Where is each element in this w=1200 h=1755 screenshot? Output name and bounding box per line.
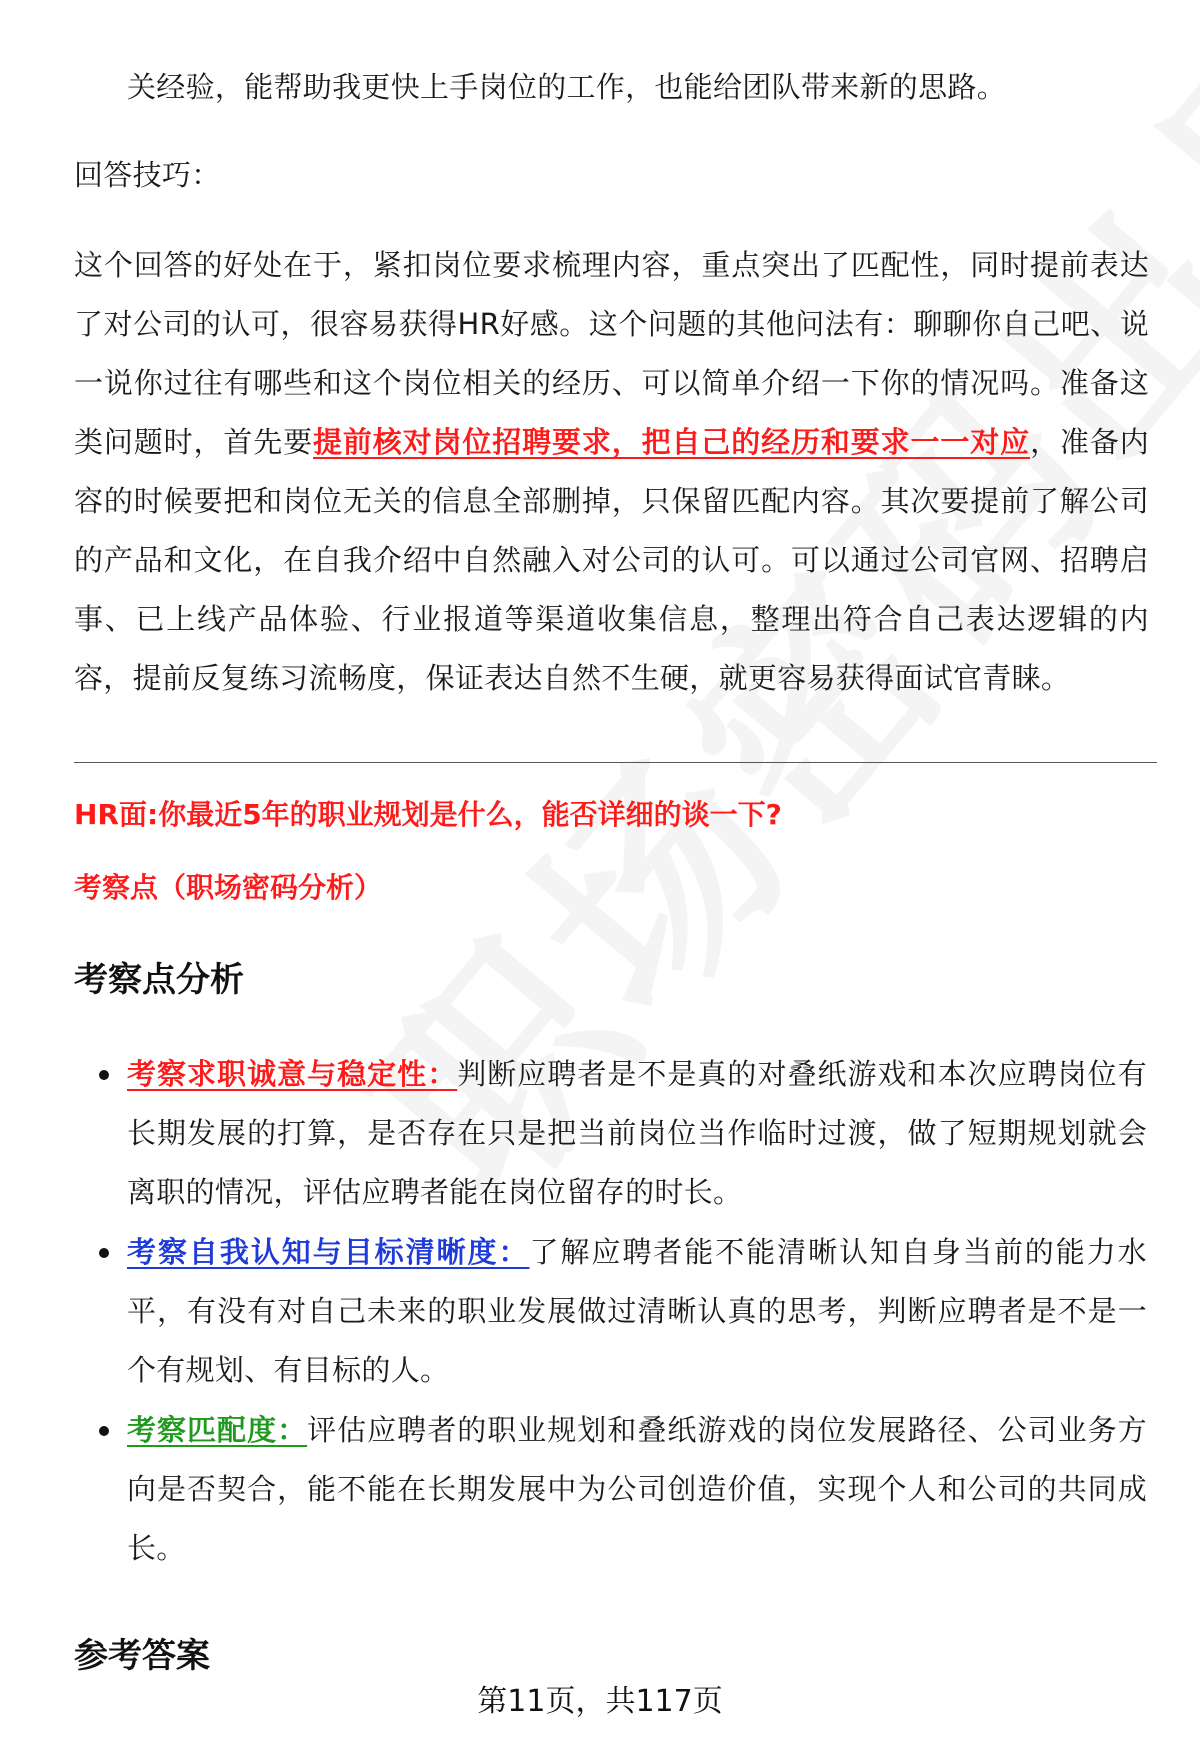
- tips-highlight: 提前核对岗位招聘要求，把自己的经历和要求一一对应: [313, 425, 1031, 459]
- tips-paragraph: [74, 236, 1149, 708]
- bullet-text: 判断应聘者是不是真的对叠纸游戏和本次应聘岗位有长期发展的打算，是否存在只是把当前岗位当作临时过渡，做了短期规划就会离职的情况，评估应聘者能在岗位留存的时长。: [127, 1057, 1147, 1209]
- section-divider: [74, 762, 1157, 763]
- bullet-dot-icon: [99, 1070, 109, 1080]
- bullet-text: 了解应聘者能不能清晰认知自身当前的能力水平，有没有对自己未来的职业发展做过清晰认真的思考，判断应聘者是不是一个有规划、有目标的人。: [127, 1235, 1147, 1387]
- bullet-dot-icon: [99, 1426, 109, 1436]
- bullet-key: 考察匹配度：: [127, 1413, 308, 1447]
- list-item: [127, 1045, 1147, 1222]
- bullet-text: 评估应聘者的职业规划和叠纸游戏的岗位发展路径、公司业务方向是否契合，能不能在长期发展中为公司创造价值，实现个人和公司的共同成长。: [127, 1413, 1147, 1565]
- bullet-key: 考察求职诚意与稳定性：: [127, 1057, 458, 1091]
- page-footer: 第11页，共117页: [477, 1684, 723, 1719]
- analysis-heading: 考察点分析: [74, 960, 244, 1000]
- list-item: [127, 1401, 1147, 1578]
- bullet-key: 考察自我认知与目标清晰度：: [127, 1235, 530, 1269]
- bullet-dot-icon: [99, 1248, 109, 1258]
- list-item: [127, 1223, 1147, 1400]
- tips-text-after: ，准备内容的时候要把和岗位无关的信息全部删掉，只保留匹配内容。其次要提前了解公司的产品和文化，在自我介绍中自然融入对公司的认可。可以通过公司官网、招聘启事、已上线产品体验、行业报道等渠道收集信息，整理出符合自己表达逻辑的内容，提前反复练习流畅度，保证表达自然不生硬，就更容易获得面试官青睐。: [74, 425, 1149, 695]
- analysis-list: [127, 1045, 1147, 1579]
- tips-text-before: 这个回答的好处在于，紧扣岗位要求梳理内容，重点突出了匹配性，同时提前表达了对公司的认可，很容易获得HR好感。这个问题的其他问法有：聊聊你自己吧、说一说你过往有哪些和这个岗位相关的经历、可以简单介绍一下你的情况吗。准备这类问题时，首先要: [74, 248, 1149, 459]
- answer-heading: 参考答案: [74, 1636, 210, 1676]
- question-subtitle: 考察点（职场密码分析）: [74, 871, 383, 904]
- continuation-text: 关经验，能帮助我更快上手岗位的工作，也能给团队带来新的思路。: [127, 70, 1007, 104]
- question-title: HR面:你最近5年的职业规划是什么，能否详细的谈一下?: [74, 798, 782, 831]
- tips-label: 回答技巧：: [74, 158, 221, 192]
